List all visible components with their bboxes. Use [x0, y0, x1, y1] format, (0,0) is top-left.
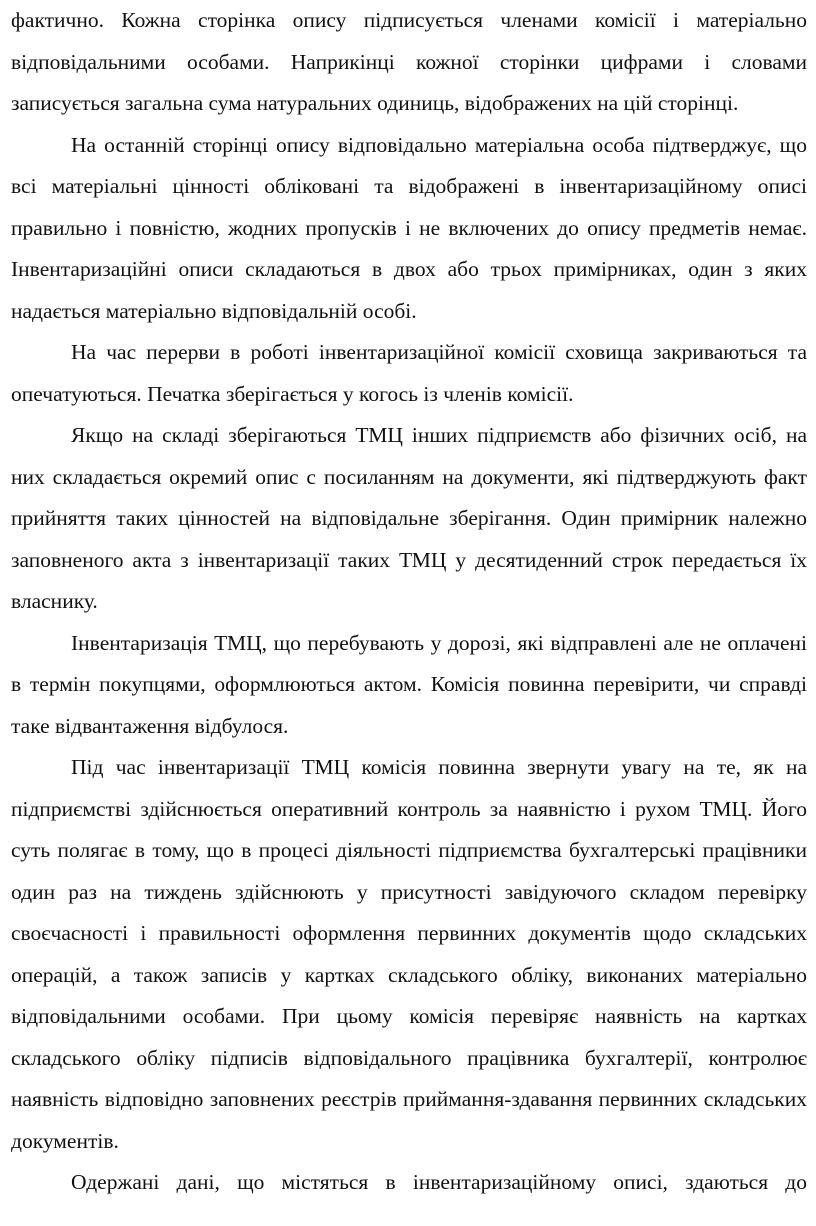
paragraph-3: На час перерви в роботі інвентаризаційної комісії сховища закриваються та опечатуються. Печатка зберігається у когось із членів комісії. — [11, 340, 807, 406]
paragraph-2: На останній сторінці опису відповідально матеріальна особа підтверджує, що всі матеріальні цінності обліковані та відображені в інвентаризаційному описі правильно і повністю, жодних пропусків і не включених до опису предметів немає. Інвентаризаційні описи складаються в двох або трьох примірниках, один з яких надається матеріально відповідальній особі. — [11, 132, 807, 323]
document-page — [11, 0, 807, 1204]
paragraph-1: фактично. Кожна сторінка опису підписується членами комісії і матеріально відповідальними особами. Наприкінці кожної сторінки цифрами і словами записується загальна сума натуральних одиниць, відображених на цій сторінці. — [11, 8, 807, 115]
paragraph-7: Одержані дані, що містяться в інвентаризаційному описі, здаються до — [71, 1170, 807, 1194]
paragraph-6: Під час інвентаризації ТМЦ комісія повинна звернути увагу на те, як на підприємстві здійснюється оперативний контроль за наявністю і рухом ТМЦ. Його суть полягає в тому, що в процесі діяльності підприємства бухгалтерські працівники один раз на тиждень здійснюють у присутності завідуючого складом перевірку своєчасності і правильності оформлення первинних документів щодо складських операцій, а також записів у картках складського обліку, виконаних матеріально відповідальними особами. При цьому комісія перевіряє наявність на картках складського обліку підписів відповідального працівника бухгалтерії, контролює наявність відповідно заповнених реєстрів приймання-здавання первинних складських документів. — [11, 755, 807, 1153]
paragraph-5: Інвентаризація ТМЦ, що перебувають у дорозі, які відправлені але не оплачені в термін покупцями, оформлюються актом. Комісія повинна перевірити, чи справді таке відвантаження відбулося. — [11, 630, 807, 738]
paragraph-4: Якщо на складі зберігаються ТМЦ інших підприємств або фізичних осіб, на них складається окремий опис с посиланням на документи, які підтверджують факт прийняття таких цінностей на відповідальне зберігання. Один примірник належно заповненого акта з інвентаризації таких ТМЦ у десятиденний строк передається їх власнику. — [11, 423, 807, 613]
